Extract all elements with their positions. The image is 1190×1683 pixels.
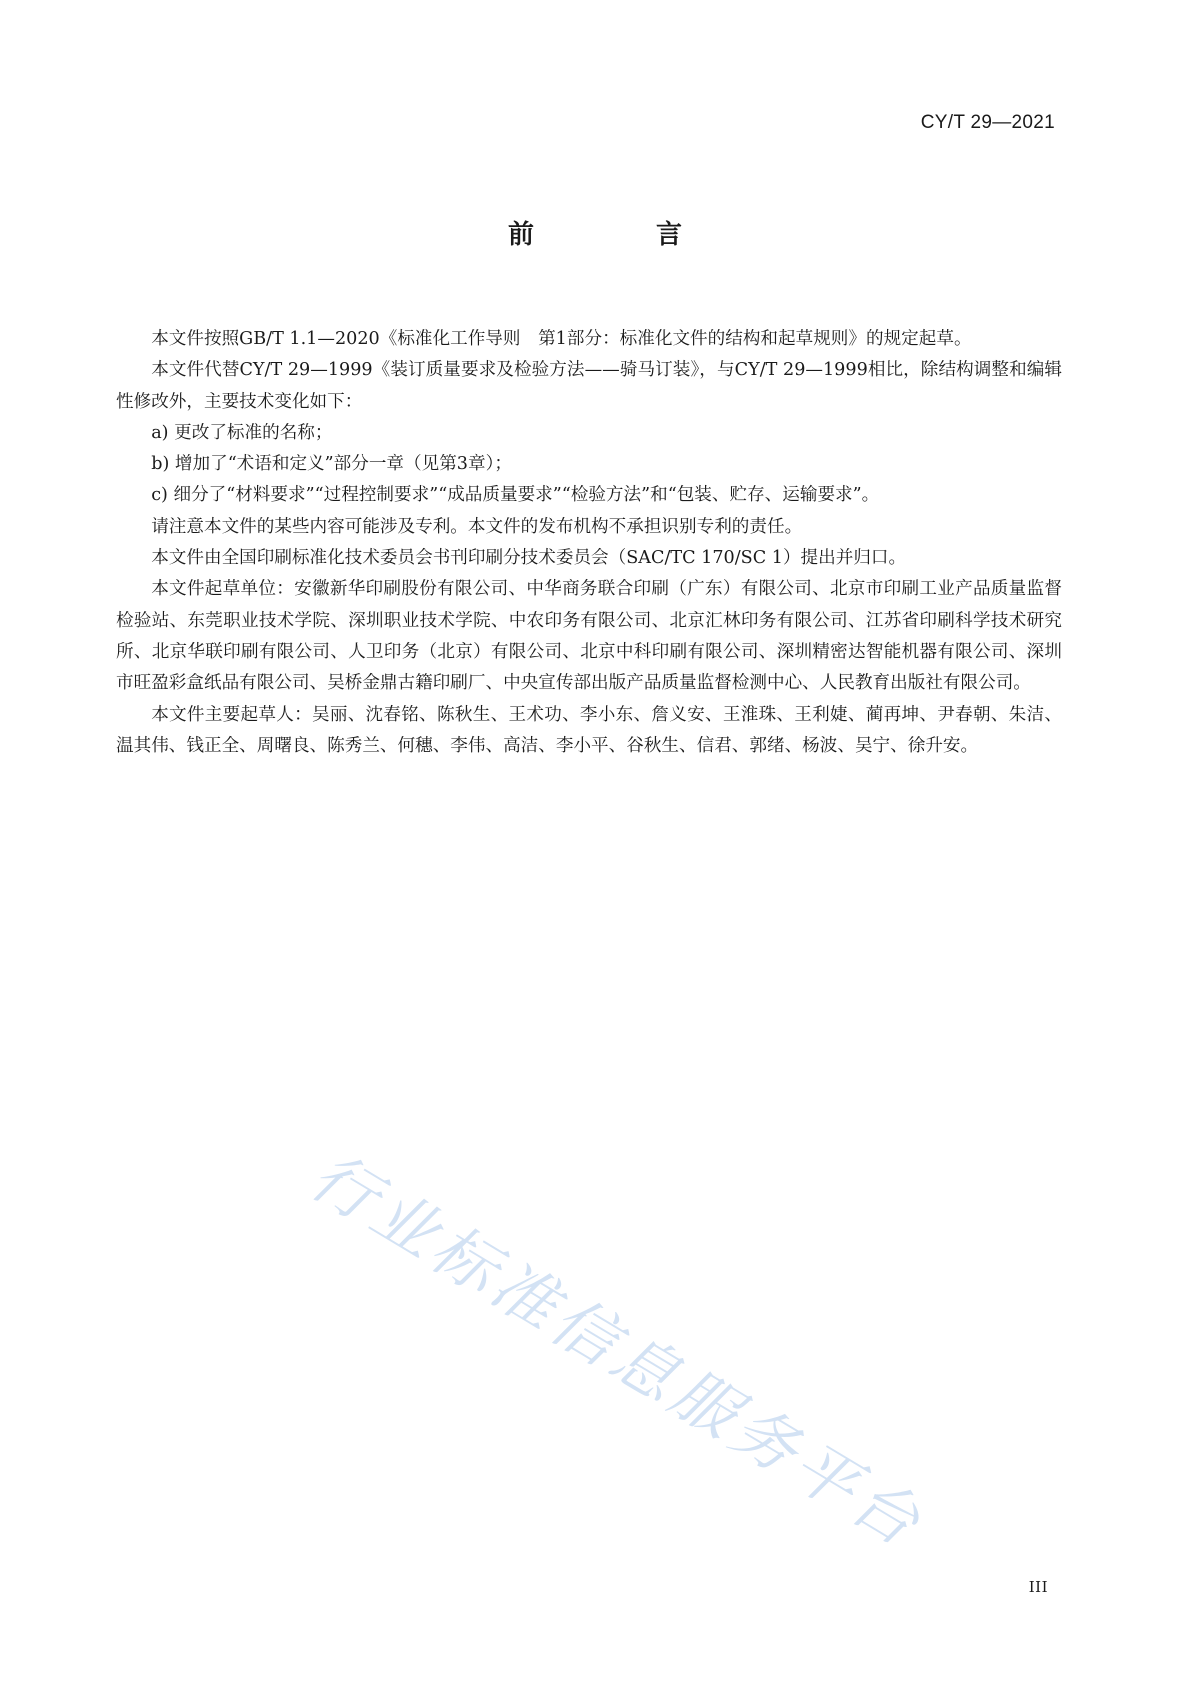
page-number: III [1028, 1578, 1048, 1596]
paragraph-drafting-rules: 本文件按照GB/T 1.1—2020《标准化工作导则 第1部分：标准化文件的结构和起草规则》的规定起草。 [151, 329, 972, 349]
paragraph-drafting-units: 本文件起草单位：安徽新华印刷股份有限公司、中华商务联合印刷（广东）有限公司、北京市印刷工业产品质量监督检验站、东莞职业技术学院、深圳职业技术学院、中农印务有限公司、北京汇林印务有限公司、江苏省印刷科学技术研究所、北京华联印刷有限公司、人卫印务（北京）有限公司、北京中科印刷有限公司、深圳精密达智能机器有限公司、深圳市旺盈彩盒纸品有限公司、吴桥金鼎古籍印刷厂、中央宣传部出版产品质量监督检测中心、人民教育出版社有限公司。 [116, 579, 1062, 694]
standard-code: CY/T 29—2021 [920, 112, 1055, 133]
watermark: 行业标准信息服务平台 [297, 1139, 936, 1564]
paragraph-drafters: 本文件主要起草人：吴丽、沈春铭、陈秋生、王术功、李小东、詹义安、王淮珠、王利婕、蔺再坤、尹春朝、朱洁、温其伟、钱正全、周曙良、陈秀兰、何穗、李伟、高洁、李小平、谷秋生、信君、郭绪、杨波、吴宁、徐升安。 [116, 704, 1062, 756]
paragraph-proposer: 本文件由全国印刷标准化技术委员会书刊印刷分技术委员会（SAC/TC 170/SC 1）提出并归口。 [151, 548, 907, 569]
paragraph-replacement: 本文件代替CY/T 29—1999《装订质量要求及检验方法——骑马订装》，与CY/T 29—1999相比，除结构调整和编辑性修改外，主要技术变化如下： [116, 360, 1062, 412]
foreword-body [116, 324, 1062, 762]
change-item-c: c) 细分了“材料要求”“过程控制要求”“成品质量要求”“检验方法”和“包装、贮存、运输要求”。 [151, 485, 880, 506]
paragraph-patent-notice: 请注意本文件的某些内容可能涉及专利。本文件的发布机构不承担识别专利的责任。 [151, 516, 803, 537]
change-item-b: b) 增加了“术语和定义”部分一章（见第3章）； [151, 454, 512, 475]
change-item-a: a) 更改了标准的名称； [151, 422, 333, 443]
page-title: 前 言 [507, 220, 730, 250]
